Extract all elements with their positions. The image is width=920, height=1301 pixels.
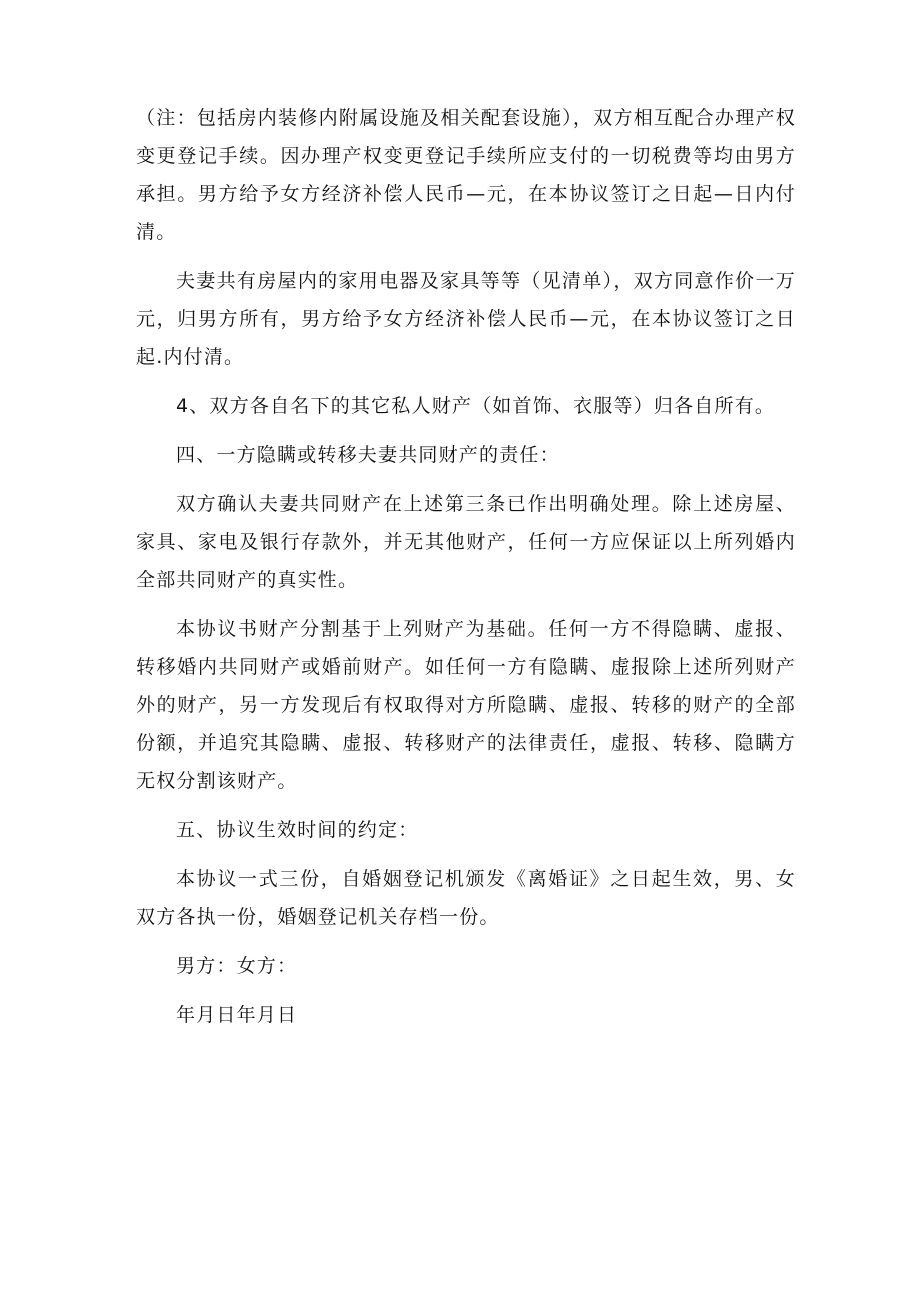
signature-line: 男方：女方： <box>176 955 298 977</box>
paragraph-property-transfer: （注：包括房内装修内附属设施及相关配套设施），双方相互配合办理产权变更登记手续。因办理产权变更登记手续所应支付的一切税费等均由男方承担。男方给予女方经济补偿人民币—元，在本协议签订之日起—日内付清。 <box>136 107 796 243</box>
section-heading-concealment: 四、一方隐瞒或转移夫妻共同财产的责任： <box>176 444 560 466</box>
paragraph-property-confirmation: 双方确认夫妻共同财产在上述第三条已作出明确处理。除上述房屋、家具、家电及银行存款外，并无其他财产，任何一方应保证以上所列婚内全部共同财产的真实性。 <box>136 493 796 591</box>
paragraph-private-property: 4、双方各自名下的其它私人财产（如首饰、衣服等）归各自所有。 <box>176 395 776 417</box>
paragraph-copies-effective: 本协议一式三份，自婚姻登记机颁发《离婚证》之日起生效，男、女双方各执一份，婚姻登记机关存档一份。 <box>136 868 796 928</box>
document-body <box>136 99 796 1045</box>
paragraph-appliances-furniture: 夫妻共有房屋内的家用电器及家具等等（见清单），双方同意作价一万元，归男方所有，男方给予女方经济补偿人民币—元，在本协议签订之日起.内付清。 <box>136 270 796 368</box>
paragraph-concealment-liability: 本协议书财产分割基于上列财产为基础。任何一方不得隐瞒、虚报、转移婚内共同财产或婚前财产。如任何一方有隐瞒、虚报除上述所列财产外的财产，另一方发现后有权取得对方所隐瞒、虚报、转移的财产的全部份额，并追究其隐瞒、虚报、转移财产的法律责任，虚报、转移、隐瞒方无权分割该财产。 <box>136 618 796 792</box>
date-line: 年月日年月日 <box>176 1004 298 1026</box>
section-heading-effective-time: 五、协议生效时间的约定： <box>176 819 419 841</box>
